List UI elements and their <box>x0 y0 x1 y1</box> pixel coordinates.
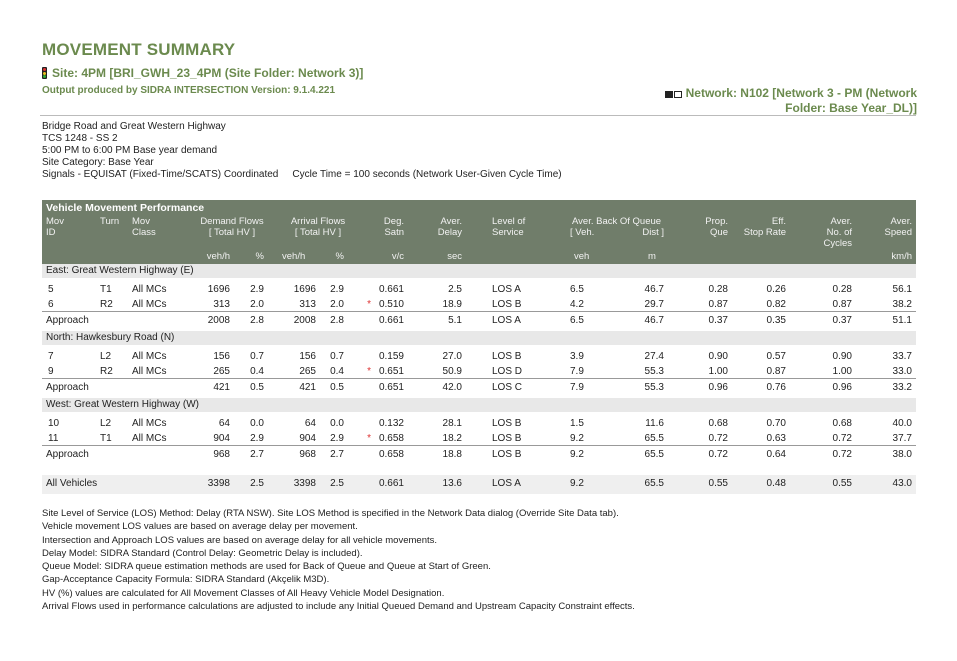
header-aver-delay: Aver. Delay <box>437 216 462 238</box>
all-vehicles-row <box>42 475 916 494</box>
signals-info: Signals - EQUISAT (Fixed-Time/SCATS) Coordinated <box>42 169 279 180</box>
table-row <box>42 296 916 311</box>
cell-los: LOS B <box>492 299 522 310</box>
cell-prop-que: 0.72 <box>708 449 728 460</box>
cell-demand-total: 64 <box>218 418 230 429</box>
cell-eff-stop-rate: 0.70 <box>766 418 786 429</box>
cell-arrival-hv: 2.5 <box>330 478 344 489</box>
cell-mov-class: All MCs <box>132 299 167 310</box>
cell-queue-veh: 7.9 <box>570 366 584 377</box>
header-mov-class: Mov Class <box>132 216 156 238</box>
approach-name: West: Great Western Highway (W) <box>46 399 199 410</box>
info-line: TCS 1248 - SS 2 <box>42 133 118 144</box>
approach-section-header <box>42 398 916 412</box>
cell-queue-dist: 11.6 <box>645 418 664 429</box>
report-title: MOVEMENT SUMMARY <box>42 40 236 59</box>
cell-queue-dist: 65.5 <box>644 433 664 444</box>
cell-arrival-total: 421 <box>299 382 316 393</box>
cell-queue-veh: 4.2 <box>570 299 584 310</box>
cell-queue-dist: 65.5 <box>644 449 664 460</box>
cell-demand-hv: 2.7 <box>250 449 264 460</box>
cell-mov-id: 11 <box>48 433 59 444</box>
info-line: Bridge Road and Great Western Highway <box>42 121 226 132</box>
cell-prop-que: 0.55 <box>708 478 728 489</box>
cell-arrival-hv: 0.0 <box>330 418 344 429</box>
cell-mov-id: All Vehicles <box>46 478 98 489</box>
cell-turn: R2 <box>100 366 113 377</box>
footnote: Gap-Acceptance Capacity Formula: SIDRA Standard (Akçelik M3D). <box>42 574 330 586</box>
header-mov: Mov ID <box>46 216 64 238</box>
cell-prop-que: 0.28 <box>708 284 728 295</box>
cell-queue-veh: 6.5 <box>570 284 584 295</box>
network-line-1: Network: N102 [Network 3 - PM (Network <box>685 86 917 100</box>
cell-aver-speed: 40.0 <box>892 418 912 429</box>
cell-mov-id: 6 <box>48 299 54 310</box>
cell-mov-id: Approach <box>46 315 89 326</box>
cell-aver-delay: 2.5 <box>448 284 462 295</box>
cell-demand-total: 1696 <box>207 284 230 295</box>
cell-turn: R2 <box>100 299 113 310</box>
footnote: Vehicle movement LOS values are based on average delay per movement. <box>42 521 358 533</box>
cell-eff-stop-rate: 0.57 <box>766 351 786 362</box>
movement-performance-table <box>42 200 916 494</box>
cell-turn: L2 <box>100 351 112 362</box>
cell-los: LOS B <box>492 449 522 460</box>
info-line: Site Category: Base Year <box>42 157 154 168</box>
table-row <box>42 415 916 430</box>
cell-deg-satn: 0.661 <box>378 478 404 489</box>
cell-mov-class: All MCs <box>132 366 167 377</box>
cell-aver-delay: 28.1 <box>442 418 462 429</box>
cell-los: LOS B <box>492 433 522 444</box>
cell-queue-veh: 9.2 <box>570 449 584 460</box>
cell-prop-que: 0.68 <box>708 418 728 429</box>
cell-queue-veh: 9.2 <box>570 478 584 489</box>
cell-aver-cycles: 0.68 <box>832 418 852 429</box>
cell-mov-class: All MCs <box>132 284 167 295</box>
cell-deg-satn: 0.661 <box>378 315 404 326</box>
cell-arrival-total: 156 <box>299 351 316 362</box>
unit-m: m <box>648 251 656 262</box>
unit-percent: % <box>255 251 264 262</box>
cell-aver-speed: 33.7 <box>892 351 912 362</box>
cell-demand-hv: 0.0 <box>250 418 264 429</box>
cell-demand-hv: 0.5 <box>250 382 264 393</box>
cell-queue-veh: 7.9 <box>570 382 584 393</box>
cell-aver-cycles: 0.72 <box>832 449 852 460</box>
cell-arrival-hv: 0.7 <box>330 351 344 362</box>
cell-queue-dist: 46.7 <box>644 284 664 295</box>
cell-demand-total: 3398 <box>207 478 230 489</box>
cell-queue-dist: 27.4 <box>644 351 664 362</box>
cell-mov-id: 10 <box>48 418 60 429</box>
table-header <box>42 200 916 264</box>
header-prop-que: Prop. Que <box>705 216 728 238</box>
cell-arrival-total: 2008 <box>293 315 316 326</box>
cell-demand-hv: 0.7 <box>250 351 264 362</box>
cell-eff-stop-rate: 0.26 <box>766 284 786 295</box>
cell-turn: L2 <box>100 418 112 429</box>
cell-queue-dist: 55.3 <box>644 366 664 377</box>
cell-aver-cycles: 1.00 <box>832 366 852 377</box>
cell-los: LOS A <box>492 284 521 295</box>
cell-demand-total: 968 <box>213 449 230 460</box>
cell-deg-satn: 0.661 <box>378 284 404 295</box>
cell-arrival-total: 265 <box>299 366 316 377</box>
cell-los: LOS A <box>492 315 521 326</box>
approach-total-row <box>42 378 916 398</box>
cell-critical-marker: * <box>367 366 371 377</box>
cell-demand-hv: 2.9 <box>250 284 264 295</box>
cell-aver-cycles: 0.55 <box>832 478 852 489</box>
cell-aver-speed: 33.0 <box>892 366 912 377</box>
cell-mov-id: Approach <box>46 449 89 460</box>
cell-aver-speed: 56.1 <box>892 284 912 295</box>
cell-aver-delay: 5.1 <box>448 315 462 326</box>
cell-aver-delay: 27.0 <box>442 351 462 362</box>
network-line-2: Folder: Base Year_DL)] <box>785 100 917 115</box>
cell-queue-veh: 9.2 <box>570 433 584 444</box>
output-version: Output produced by SIDRA INTERSECTION Version: 9.1.4.221 <box>42 85 336 96</box>
cell-demand-total: 313 <box>213 299 230 310</box>
cell-arrival-hv: 2.9 <box>330 433 344 444</box>
cell-mov-id: 5 <box>48 284 54 295</box>
approach-section-header <box>42 331 916 345</box>
cell-los: LOS C <box>492 382 523 393</box>
footnotes <box>42 507 635 613</box>
header-los: Level of Service <box>492 216 526 238</box>
approach-name: North: Hawkesbury Road (N) <box>46 332 175 343</box>
site-info <box>42 121 562 181</box>
cycle-time: Cycle Time = 100 seconds (Network User-Given Cycle Time) <box>292 169 562 180</box>
cell-mov-id: Approach <box>46 382 89 393</box>
footnote: Queue Model: SIDRA queue estimation methods are used for Back of Queue and Queue at Start of Green. <box>42 561 491 573</box>
header-eff-stop-rate: Eff. Stop Rate <box>743 216 786 238</box>
cell-critical-marker: * <box>367 433 371 444</box>
cell-deg-satn: 0.658 <box>378 433 404 444</box>
cell-prop-que: 0.96 <box>708 382 728 393</box>
cell-arrival-hv: 0.4 <box>330 366 344 377</box>
cell-eff-stop-rate: 0.87 <box>766 366 786 377</box>
cell-aver-delay: 18.2 <box>442 433 462 444</box>
approach-total-row <box>42 445 916 465</box>
cell-arrival-hv: 2.0 <box>330 299 344 310</box>
footnote: Site Level of Service (LOS) Method: Delay (RTA NSW). Site LOS Method is specified in the Network Data dialog (Override Site Data tab). <box>42 508 619 519</box>
cell-arrival-total: 904 <box>299 433 316 444</box>
cell-eff-stop-rate: 0.76 <box>766 382 786 393</box>
network-label <box>617 86 917 115</box>
cell-prop-que: 0.37 <box>708 315 728 326</box>
header-no-cycles: Aver. No. of Cycles <box>823 216 852 249</box>
header-queue-dist: Dist ] <box>642 227 664 238</box>
cell-aver-cycles: 0.37 <box>832 315 852 326</box>
cell-aver-delay: 13.6 <box>442 478 462 489</box>
cell-prop-que: 1.00 <box>708 366 728 377</box>
cell-aver-cycles: 0.90 <box>832 351 852 362</box>
cell-mov-class: All MCs <box>132 418 167 429</box>
header-deg-satn: Deg. Satn <box>383 216 404 238</box>
table-row <box>42 430 916 445</box>
cell-demand-total: 265 <box>213 366 230 377</box>
cell-eff-stop-rate: 0.63 <box>766 433 786 444</box>
cell-demand-hv: 2.5 <box>250 478 264 489</box>
header-divider <box>40 115 916 116</box>
cell-los: LOS D <box>492 366 523 377</box>
unit-v-c: v/c <box>391 251 404 262</box>
cell-queue-dist: 29.7 <box>644 299 664 310</box>
cell-queue-dist: 65.5 <box>644 478 664 489</box>
cell-queue-veh: 6.5 <box>570 315 584 326</box>
cell-mov-class: All MCs <box>132 351 167 362</box>
cell-deg-satn: 0.132 <box>378 418 404 429</box>
cell-los: LOS A <box>492 478 521 489</box>
cell-turn: T1 <box>100 284 112 295</box>
cell-arrival-total: 968 <box>299 449 316 460</box>
cell-eff-stop-rate: 0.48 <box>766 478 786 489</box>
cell-deg-satn: 0.651 <box>378 382 404 393</box>
cell-aver-cycles: 0.28 <box>832 284 852 295</box>
cell-aver-cycles: 0.72 <box>832 433 852 444</box>
info-line: 5:00 PM to 6:00 PM Base year demand <box>42 145 218 156</box>
cell-eff-stop-rate: 0.35 <box>766 315 786 326</box>
footnote: Intersection and Approach LOS values are based on average delay for all vehicle movements. <box>42 534 438 546</box>
cell-arrival-total: 64 <box>304 418 316 429</box>
cell-arrival-total: 313 <box>299 299 316 310</box>
cell-arrival-hv: 2.9 <box>330 284 344 295</box>
unit-sec: sec <box>447 251 462 262</box>
cell-prop-que: 0.90 <box>708 351 728 362</box>
traffic-light-icon <box>42 67 47 79</box>
header-aver-speed: Aver. Speed <box>884 216 912 238</box>
cell-los: LOS B <box>492 351 522 362</box>
footnote: Delay Model: SIDRA Standard (Control Delay: Geometric Delay is included). <box>42 547 363 559</box>
cell-eff-stop-rate: 0.82 <box>766 299 786 310</box>
cell-deg-satn: 0.510 <box>378 299 404 310</box>
unit-veh-h: veh/h <box>282 251 306 262</box>
cell-demand-total: 421 <box>213 382 230 393</box>
cell-queue-dist: 46.7 <box>644 315 664 326</box>
header-turn: Turn <box>100 216 120 227</box>
cell-queue-dist: 55.3 <box>644 382 664 393</box>
cell-queue-veh: 3.9 <box>570 351 584 362</box>
header-arrival-flows: Arrival Flows [ Total HV ] <box>290 216 346 238</box>
unit-veh-h: veh/h <box>206 251 230 262</box>
table-row <box>42 363 916 378</box>
cell-aver-cycles: 0.87 <box>832 299 852 310</box>
cell-mov-class: All MCs <box>132 433 167 444</box>
cell-aver-delay: 18.8 <box>442 449 462 460</box>
cell-arrival-total: 1696 <box>293 284 316 295</box>
cell-mov-id: 9 <box>48 366 54 377</box>
site-line <box>42 66 363 80</box>
cell-aver-speed: 38.2 <box>892 299 912 310</box>
cell-turn: T1 <box>100 433 112 444</box>
cell-los: LOS B <box>492 418 522 429</box>
approach-total-row <box>42 311 916 331</box>
site-name: Site: 4PM [BRI_GWH_23_4PM (Site Folder: Network 3)] <box>52 66 364 80</box>
table-body <box>42 264 916 494</box>
table-title: Vehicle Movement Performance <box>46 202 205 214</box>
cell-aver-cycles: 0.96 <box>832 382 852 393</box>
cell-prop-que: 0.87 <box>708 299 728 310</box>
cell-aver-speed: 38.0 <box>892 449 912 460</box>
cell-aver-delay: 42.0 <box>442 382 462 393</box>
footnote: Arrival Flows used in performance calculations are adjusted to include any Initial Queued Demand and Upstream Capacity Constraint effects. <box>42 601 635 613</box>
network-icon <box>664 87 682 101</box>
cell-demand-hv: 2.8 <box>250 315 264 326</box>
cell-arrival-total: 3398 <box>293 478 316 489</box>
unit-veh: veh <box>574 251 590 262</box>
cell-demand-hv: 0.4 <box>250 366 264 377</box>
approach-section-header <box>42 264 916 278</box>
cell-deg-satn: 0.658 <box>378 449 404 460</box>
cell-aver-delay: 50.9 <box>442 366 462 377</box>
cell-demand-total: 2008 <box>207 315 230 326</box>
cell-arrival-hv: 0.5 <box>330 382 344 393</box>
cell-demand-hv: 2.0 <box>250 299 264 310</box>
cell-eff-stop-rate: 0.64 <box>766 449 786 460</box>
cell-arrival-hv: 2.7 <box>330 449 344 460</box>
cell-arrival-hv: 2.8 <box>330 315 344 326</box>
header-demand-flows: Demand Flows [ Total HV ] <box>200 216 264 238</box>
header-queue-veh: [ Veh. <box>570 227 595 238</box>
cell-prop-que: 0.72 <box>708 433 728 444</box>
cell-critical-marker: * <box>367 299 371 310</box>
cell-aver-speed: 37.7 <box>892 433 912 444</box>
approach-name: East: Great Western Highway (E) <box>46 265 194 276</box>
cell-demand-total: 156 <box>213 351 230 362</box>
cell-deg-satn: 0.159 <box>378 351 404 362</box>
cell-deg-satn: 0.651 <box>378 366 404 377</box>
cell-aver-speed: 33.2 <box>892 382 912 393</box>
unit-percent: % <box>335 251 344 262</box>
cell-aver-speed: 43.0 <box>892 478 912 489</box>
cell-demand-total: 904 <box>213 433 230 444</box>
cell-aver-delay: 18.9 <box>442 299 462 310</box>
cell-aver-speed: 51.1 <box>892 315 912 326</box>
cell-queue-veh: 1.5 <box>570 418 584 429</box>
cell-demand-hv: 2.9 <box>250 433 264 444</box>
footnote: HV (%) values are calculated for All Movement Classes of All Heavy Vehicle Model Designation. <box>42 587 445 599</box>
table-row <box>42 348 916 363</box>
cell-mov-id: 7 <box>48 351 54 362</box>
header-back-of-queue: Aver. Back Of Queue <box>572 216 662 227</box>
table-row <box>42 281 916 296</box>
unit-km-h: km/h <box>891 251 912 262</box>
